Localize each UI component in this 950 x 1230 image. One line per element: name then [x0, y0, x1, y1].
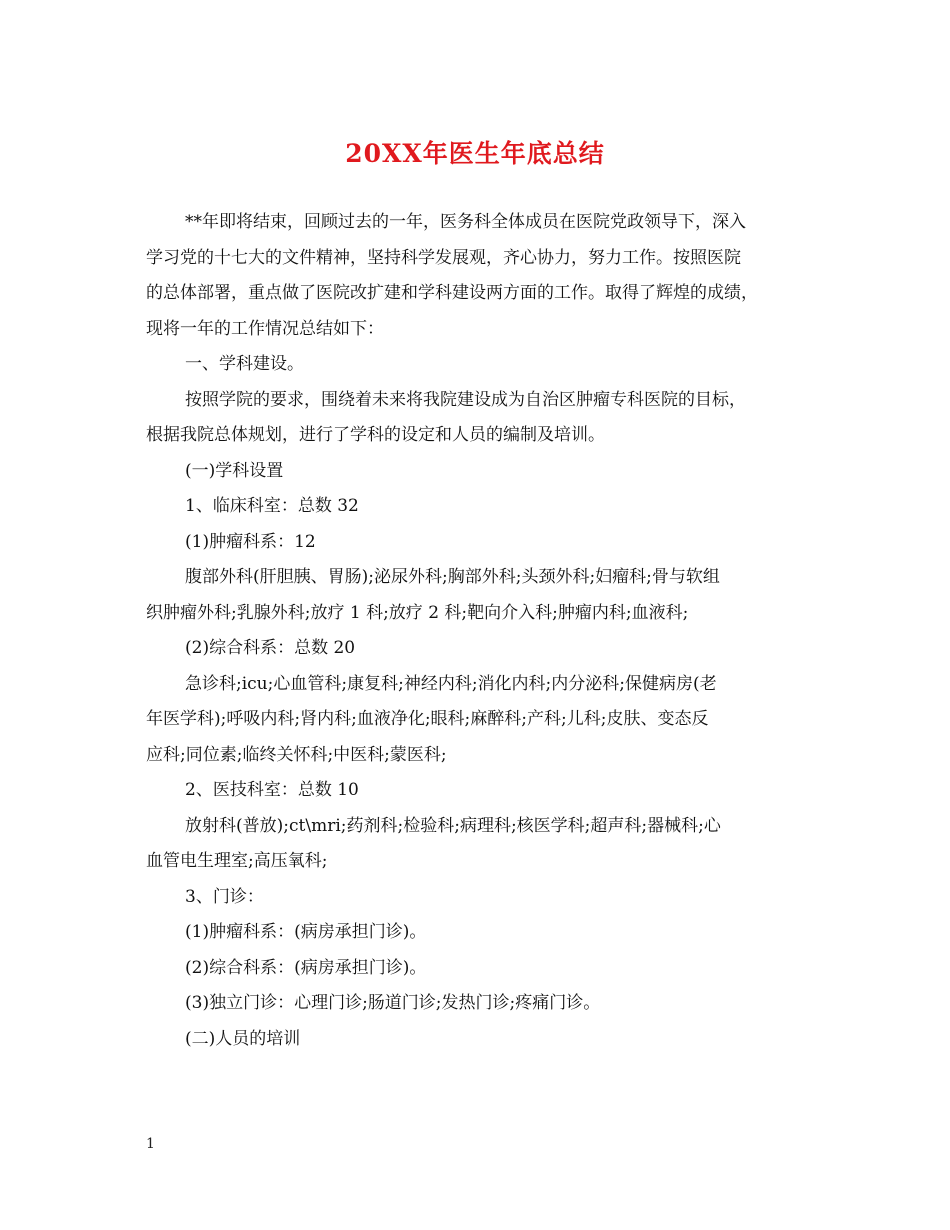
paragraph-line: 血管电生理室;高压氧科;	[146, 851, 328, 871]
subsection-heading: (二)人员的培训	[185, 1028, 301, 1049]
paragraph-line: 急诊科;icu;心血管科;康复科;神经内科;消化内科;内分泌科;保健病房(老	[185, 673, 717, 694]
list-item: (3)独立门诊：心理门诊;肠道门诊;发热门诊;疼痛门诊。	[185, 993, 601, 1013]
paragraph-line: **年即将结束，回顾过去的一年，医务科全体成员在医院党政领导下，深入	[185, 212, 746, 232]
section-heading: 一、学科建设。	[185, 354, 304, 374]
list-item: (1)肿瘤科系：12	[185, 531, 316, 552]
paragraph-line: 放射科(普放);ct\mri;药剂科;检验科;病理科;核医学科;超声科;器械科;心	[185, 815, 721, 836]
list-item: 2、医技科室：总数 10	[185, 780, 359, 800]
document-body	[146, 205, 806, 1057]
list-item: 1、临床科室：总数 32	[185, 496, 359, 516]
list-item: (2)综合科系：(病房承担门诊)。	[185, 957, 427, 978]
paragraph-line: 按照学院的要求，围绕着未来将我院建设成为自治区肿瘤专科医院的目标，	[185, 389, 746, 410]
page-number: 1	[146, 1136, 155, 1152]
paragraph-line: 现将一年的工作情况总结如下：	[146, 318, 384, 339]
paragraph-line: 织肿瘤外科;乳腺外科;放疗 1 科;放疗 2 科;靶向介入科;肿瘤内科;血液科;	[146, 602, 689, 623]
paragraph-line: 根据我院总体规划，进行了学科的设定和人员的编制及培训。	[146, 425, 605, 445]
list-item: (2)综合科系：总数 20	[185, 638, 356, 658]
list-item: 3、门诊：	[185, 886, 264, 907]
paragraph-line: 的总体部署，重点做了医院改扩建和学科建设两方面的工作。取得了辉煌的成绩，	[146, 283, 758, 303]
paragraph-line: 应科;同位素;临终关怀科;中医科;蒙医科;	[146, 744, 447, 765]
paragraph-line: 学习党的十七大的文件精神，坚持科学发展观，齐心协力，努力工作。按照医院	[146, 247, 741, 268]
paragraph-line: 年医学科);呼吸内科;肾内科;血液净化;眼科;麻醉科;产科;儿科;皮肤、变态反	[146, 709, 709, 729]
list-item: (1)肿瘤科系：(病房承担门诊)。	[185, 922, 427, 942]
document-title: 20XX年医生年底总结	[345, 139, 605, 168]
paragraph-line: 腹部外科(肝胆胰、胃肠);泌尿外科;胸部外科;头颈外科;妇瘤科;骨与软组	[185, 567, 720, 587]
subsection-heading: (一)学科设置	[185, 460, 284, 481]
